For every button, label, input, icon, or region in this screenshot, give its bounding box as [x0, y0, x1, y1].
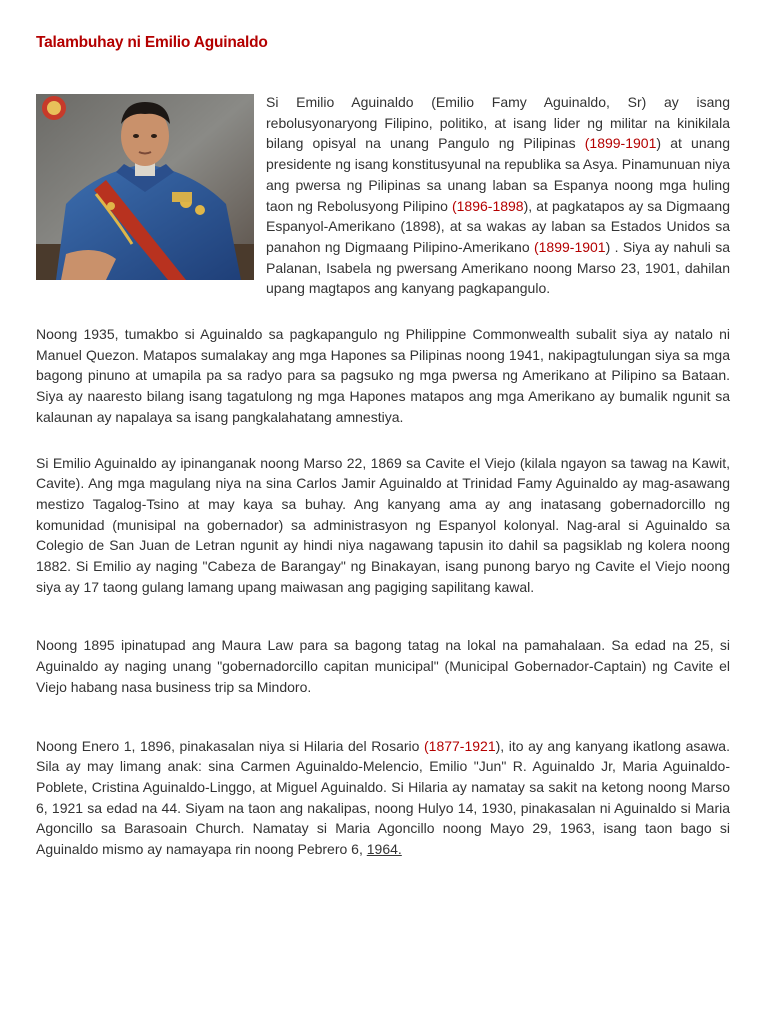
text-span: Si Emilio Aguinaldo (Emilio Famy Aguinaldo, Sr) ay isang rebolusyonaryong Filipino, politiko, at isang lider ng militar na kinikilala bilang opisyal na unang Pangulo ng Pilipinas	[266, 94, 730, 152]
article	[36, 34, 730, 860]
text-span: ) . Siya ay nahuli sa Palanan, Isabela ng pwersang Amerikano noong Marso 23, 1901, dahilan upang magtapos ang kanyang pagkapangulo.	[266, 238, 731, 297]
text-span: ), at pagkatapos ay sa Digmaang Espanyol-Amerikano (1898), at sa wakas ay laban sa Estados Unidos sa panahon ng Digmaang Pilipino-Amerikano	[266, 197, 730, 255]
paragraph-family	[36, 736, 730, 860]
text-span: Noong Enero 1, 1896, pinakasalan niya si Hilaria del Rosario	[36, 737, 424, 754]
text-span: ) at unang presidente ng isang konstitusyunal na republika sa Asya. Pinamunuan niya ang pwersa ng Pilipinas sa unang laban sa Espanya noong mga huling taon ng Rebolusyong Pilipino	[266, 135, 730, 214]
article-title: Talambuhay ni Emilio Aguinaldo	[36, 34, 268, 51]
date-range-war: (1899-1901	[533, 238, 606, 255]
portrait-image	[36, 94, 254, 280]
date-range-presidency: (1899-1901	[584, 135, 657, 152]
date-range-revolution: (1896-1898	[451, 197, 524, 214]
paragraph-commonwealth: Noong 1935, tumakbo si Aguinaldo sa pagkapangulo ng Philippine Commonwealth subalit siya ay natalo ni Manuel Quezon. Matapos sumalakay ang mga Hapones sa Pilipinas noong 1941, nakipagtulungan siya sa mga bagong pinuno at umapila pa sa radyo para sa pagsuko ng mga pwersa ng Amerikano at Pilipino sa Bataan. Siya ay naaresto bilang isang tagatulong ng mga Hapones matapos ang mga Amerikano ay bumalik ngunit sa kalaunan ay napalaya sa isang pangkalahatang amnestiya.	[36, 326, 730, 425]
year-link[interactable]: 1964.	[366, 841, 402, 858]
paragraph-maura-law: Noong 1895 ipinatupad ang Maura Law para sa bagong tatag na lokal na pamahalaan. Sa edad na 25, si Aguinaldo ay naging unang "gobernadorcillo capitan municipal" (Municipal Gobernador-Captain) ng Cavite el Viejo habang nasa business trip sa Mindoro.	[36, 637, 730, 695]
text-span: ), ito ay ang kanyang ikatlong asawa. Sila ay may limang anak: sina Carmen Aguinaldo-Melencio, Emilio "Jun" R. Aguinaldo Jr, Maria Aguinaldo-Poblete, Cristina Aguinaldo-Linggo, at Miguel Aguinaldo. Si Hilaria ay namatay sa sakit na ketong noong Marso 6, 1921 sa edad na 44. Siyam na taon ang nakalipas, noong Hulyo 14, 1930, pinakasalan ni Aguinaldo si Maria Agoncillo sa Barasoain Church. Namatay si Maria Agoncillo noong Mayo 29, 1963, isang taon bago si Aguinaldo mismo ay namayapa rin noong Pebrero 6,	[36, 737, 730, 858]
date-range-hilaria: (1877-1921	[424, 737, 496, 754]
paragraph-early-life: Si Emilio Aguinaldo ay ipinanganak noong Marso 22, 1869 sa Cavite el Viejo (kilala ngayon sa tawag na Kawit, Cavite). Ang mga magulang niya na sina Carlos Jamir Aguinaldo at Trinidad Famy Aguinaldo ay mag-asawang mestizo Tagalog-Tsino at may kaya sa buhay. Ang kanyang ama ay ang inatasang gobernadorcillo ng komunidad (munisipal na gobernador) sa administrasyon ng Espanyol kolonyal. Nag-aral si Aguinaldo sa Colegio de San Juan de Letran ngunit ay hindi niya nagawang tapusin ito dahil sa pagsiklab ng kolera noong 1882. Si Emilio ay naging "Cabeza de Barangay" ng Binakayan, isang punong baryo ng Cavite el Viejo noong siya ay 17 taong gulang lamang upang maiwasan ang pagiging sapilitang kawal.	[36, 454, 730, 595]
